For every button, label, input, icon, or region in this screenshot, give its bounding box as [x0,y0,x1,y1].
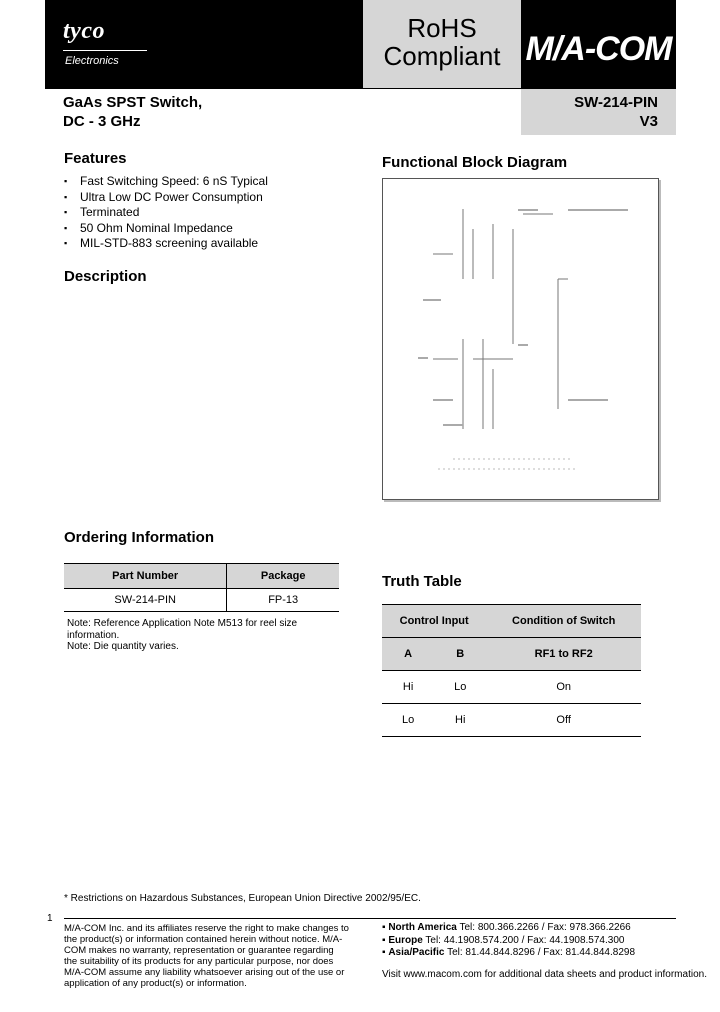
feature-item: ▪ MIL-STD-883 screening available [64,236,268,252]
logo-divider [63,50,147,51]
tyco-logo: tyco [63,18,105,44]
rohs-line1: RoHS [407,13,477,43]
rohs-block [363,0,521,88]
footnote: * Restrictions on Hazardous Substances, European Union Directive 2002/95/EC. [64,893,421,904]
subheader-rf: RF1 to RF2 [486,638,641,671]
rohs-line2: Compliant [383,41,501,71]
table-header-row [64,564,339,589]
contact-na-label: North America [388,922,457,933]
diagram-heading: Functional Block Diagram [382,154,568,171]
electronics-label: Electronics [65,55,119,67]
block-diagram [382,178,659,500]
contact-europe: ▪ Europe Tel: 44.1908.574.200 / Fax: 44.1908.574.300 [382,934,625,946]
truth-table [382,604,641,737]
product-title-line2: DC - 3 GHz [63,113,141,130]
feature-item: ▪ Fast Switching Speed: 6 nS Typical [64,174,268,190]
package-cell: FP-13 [227,589,339,612]
cell-b: Hi [434,704,486,737]
column-header-package: Package [227,564,339,589]
subheader-a: A [382,638,434,671]
table-row [382,671,641,704]
ordering-notes [67,618,327,653]
contact-eu-label: Europe [388,934,423,946]
contact-ap-text: Tel: 81.44.844.8296 / Fax: 81.44.844.8298 [447,947,636,958]
contact-north-america: ▪ North America Tel: 800.366.2266 / Fax: 978.366.2266 [382,922,631,933]
feature-item: ▪ Ultra Low DC Power Consumption [64,190,268,206]
cell-a: Hi [382,671,434,704]
table-header-row [382,605,641,638]
macom-logo: M/A-COM [525,30,672,68]
subheader-b: B [434,638,486,671]
header-tyco-block [45,0,363,88]
feature-item: ▪ 50 Ohm Nominal Impedance [64,221,268,237]
block-diagram-schematic [383,179,658,499]
contact-info [382,922,682,960]
cell-condition: Off [486,704,641,737]
column-header-control-input: Control Input [382,605,486,638]
footer-divider [64,918,676,919]
ordering-heading: Ordering Information [64,529,214,546]
ordering-note-2: Note: Die quantity varies. [67,641,179,652]
visit-link[interactable]: Visit www.macom.com for additional data sheets and product information. [382,969,707,980]
part-number-block [521,89,676,135]
table-subheader-row [382,638,641,671]
description-heading: Description [64,268,147,285]
truth-table-heading: Truth Table [382,573,462,590]
part-number [574,93,658,131]
table-row [64,589,339,612]
disclaimer: M/A-COM Inc. and its affiliates reserve the right to make changes to the product(s) or information contained herein without notice. M/A-COM makes no warranty, representation or guarantee regarding the suitability of its products for any particular purpose, nor does M/A-COM assume any liability whatsoever arising out of the use or application of any product(s) or information. [64,923,349,989]
product-title [63,93,202,131]
feature-item: ▪ Terminated [64,205,268,221]
cell-a: Lo [382,704,434,737]
column-header-condition: Condition of Switch [486,605,641,638]
ordering-note-1: Note: Reference Application Note M513 for reel size information. [67,618,298,641]
page-number: 1 [47,913,53,924]
cell-condition: On [486,671,641,704]
contact-asia-pacific: ▪ Asia/Pacific Tel: 81.44.844.8296 / Fax: 81.44.844.8298 [382,947,636,958]
contact-na-text: Tel: 800.366.2266 / Fax: 978.366.2266 [459,922,631,933]
rohs-text [363,14,521,70]
version-text: V3 [639,113,658,130]
table-row [382,704,641,737]
part-number-cell: SW-214-PIN [64,589,227,612]
product-title-line1: GaAs SPST Switch, [63,94,203,111]
cell-b: Lo [434,671,486,704]
ordering-table [64,563,339,612]
features-list [64,174,268,252]
column-header-part-number: Part Number [64,564,227,589]
contact-eu-text: Tel: 44.1908.574.200 / Fax: 44.1908.574.300 [425,934,625,946]
part-number-text: SW-214-PIN [574,94,658,111]
contact-ap-label: Asia/Pacific [388,947,445,958]
features-heading: Features [64,150,127,167]
macom-block [521,0,676,88]
title-band [45,88,676,135]
